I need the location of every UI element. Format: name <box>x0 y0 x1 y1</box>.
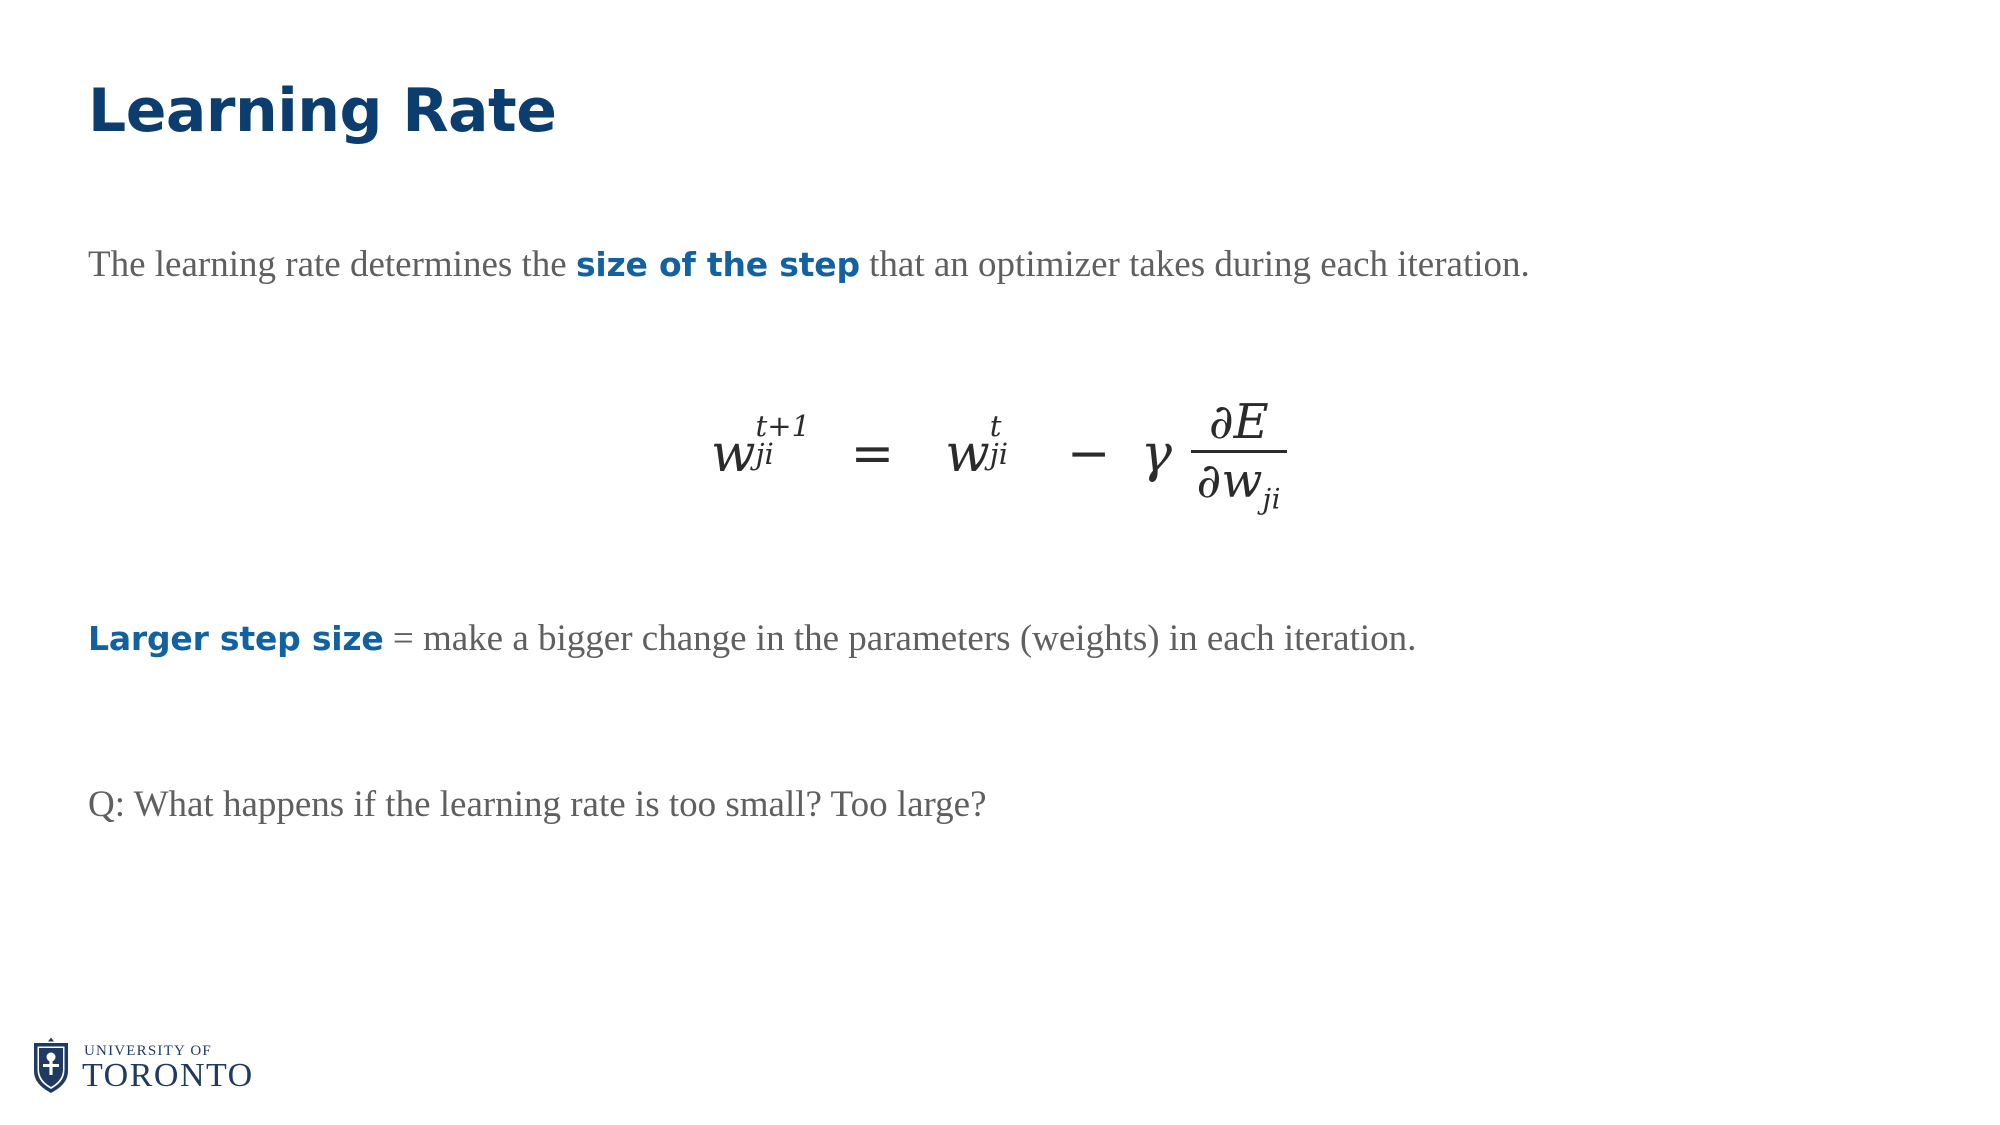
university-logo-text <box>82 1044 254 1095</box>
equation-gamma: γ <box>1140 424 1172 485</box>
university-logo <box>30 1037 254 1095</box>
equation-lhs <box>711 409 811 485</box>
page-title: Learning Rate <box>88 76 557 146</box>
equation-minus: − <box>1066 424 1111 485</box>
university-logo-line1: UNIVERSITY OF <box>84 1043 212 1059</box>
equation-fraction-numerator: ∂E <box>1208 394 1269 450</box>
equation-gradient-fraction <box>1191 394 1287 516</box>
equation-lhs-subscript: ji <box>755 437 774 472</box>
paragraph-larger-step-size <box>88 612 1848 666</box>
equation-equals: = <box>850 424 895 485</box>
equation-rhs-base: w <box>945 424 990 485</box>
equation-rhs-superscript: t <box>989 409 1002 444</box>
paragraph-1-text-before: The learning rate determines the <box>88 244 576 285</box>
equation-rhs-subscript: ji <box>989 437 1009 472</box>
university-logo-line2: TORONTO <box>82 1057 254 1094</box>
equation-fraction-denominator <box>1191 450 1287 514</box>
paragraph-1-highlight: size of the step <box>575 245 860 284</box>
paragraph-question: Q: What happens if the learning rate is too small? Too large? <box>88 784 987 825</box>
paragraph-learning-rate-definition <box>88 238 1948 292</box>
equation-lhs-base: w <box>711 424 756 485</box>
equation-lhs-superscript: t+1 <box>755 409 811 444</box>
paragraph-1-text-after: that an optimizer takes during each iteration. <box>859 244 1530 285</box>
equation-rhs-weight <box>945 409 1009 485</box>
paragraph-2-text-after: = make a bigger change in the parameters (weights) in each iteration. <box>383 618 1417 659</box>
equation-denominator-subscript: ji <box>1262 482 1281 516</box>
weight-update-equation <box>0 394 2000 516</box>
equation-denominator-base: ∂w <box>1196 453 1263 509</box>
paragraph-2-highlight: Larger step size <box>88 619 384 658</box>
university-crest-icon <box>30 1037 72 1095</box>
equation-math <box>711 394 1289 516</box>
